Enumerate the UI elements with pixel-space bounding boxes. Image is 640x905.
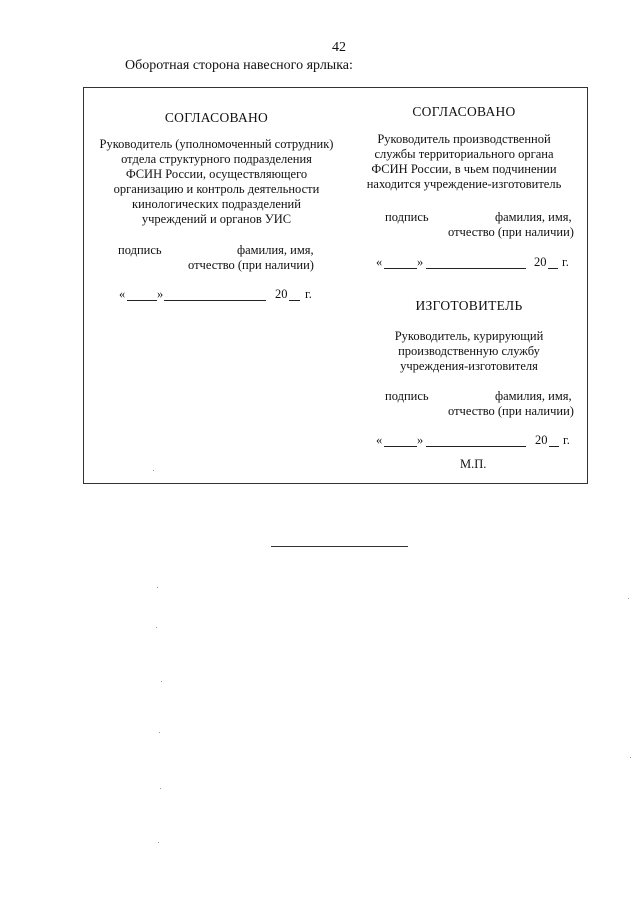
left-day-line: [127, 300, 157, 301]
right-year-suffix: г.: [562, 255, 569, 269]
left-position-line: организацию и контроль деятельности: [113, 182, 320, 196]
right-position-text: [359, 132, 569, 192]
left-month-line: [164, 300, 266, 301]
page-number: 42: [332, 40, 346, 55]
left-position-line: учреждений и органов УИС: [141, 212, 292, 226]
manufacturer-date-close-quote: »: [417, 433, 424, 447]
right-year-line: [548, 268, 558, 269]
right-day-line: [384, 268, 417, 269]
manufacturer-signature-label: подпись: [385, 389, 429, 403]
left-year: 20: [275, 287, 288, 301]
separator-line: [271, 546, 408, 547]
manufacturer-year-suffix: г.: [563, 433, 570, 447]
left-position-text: [84, 137, 349, 227]
manufacturer-year: 20: [535, 433, 548, 447]
right-year: 20: [534, 255, 547, 269]
manufacturer-title: ИЗГОТОВИТЕЛЬ: [415, 298, 523, 313]
left-position-line: кинологических подразделений: [132, 197, 301, 211]
left-approval-title: СОГЛАСОВАНО: [164, 110, 269, 125]
manufacturer-position-line: Руководитель, курирующий: [394, 329, 544, 343]
manufacturer-date-open-quote: «: [376, 433, 383, 447]
manufacturer-month-line: [426, 446, 526, 447]
right-month-line: [426, 268, 526, 269]
hanging-label-back-side: [83, 87, 588, 484]
left-year-line: [289, 300, 300, 301]
right-name-label: фамилия, имя,: [495, 210, 572, 224]
right-signature-label: подпись: [385, 210, 429, 224]
manufacturer-position-text: [364, 329, 574, 374]
stamp-place-label: М.П.: [460, 457, 487, 471]
left-position-line: Руководитель (уполномоченный сотрудник): [99, 137, 334, 151]
right-date-close-quote: »: [417, 255, 424, 269]
manufacturer-position-line: учреждения-изготовителя: [400, 359, 538, 373]
left-position-line: ФСИН России, осуществляющего: [125, 167, 308, 181]
right-position-line: находится учреждение-изготовитель: [366, 177, 562, 191]
right-position-line: Руководитель производственной: [377, 132, 551, 146]
manufacturer-position-line: производственную службу: [398, 344, 540, 358]
right-position-line: службы территориального органа: [374, 147, 554, 161]
manufacturer-year-line: [549, 446, 559, 447]
left-name-label: фамилия, имя,: [237, 243, 314, 257]
right-date-open-quote: «: [376, 255, 383, 269]
manufacturer-day-line: [384, 446, 417, 447]
right-patronymic-label: отчество (при наличии): [448, 225, 574, 239]
left-patronymic-label: отчество (при наличии): [188, 258, 314, 272]
left-signature-label: подпись: [118, 243, 162, 257]
manufacturer-patronymic-label: отчество (при наличии): [448, 404, 574, 418]
right-approval-title: СОГЛАСОВАНО: [412, 104, 516, 119]
left-date-open-quote: «: [119, 287, 126, 301]
left-position-line: отдела структурного подразделения: [121, 152, 312, 166]
left-date-close-quote: »: [157, 287, 164, 301]
manufacturer-name-label: фамилия, имя,: [495, 389, 572, 403]
page-heading: Оборотная сторона навесного ярлыка:: [125, 58, 353, 73]
right-position-line: ФСИН России, в чьем подчинении: [371, 162, 557, 176]
left-year-suffix: г.: [305, 287, 312, 301]
